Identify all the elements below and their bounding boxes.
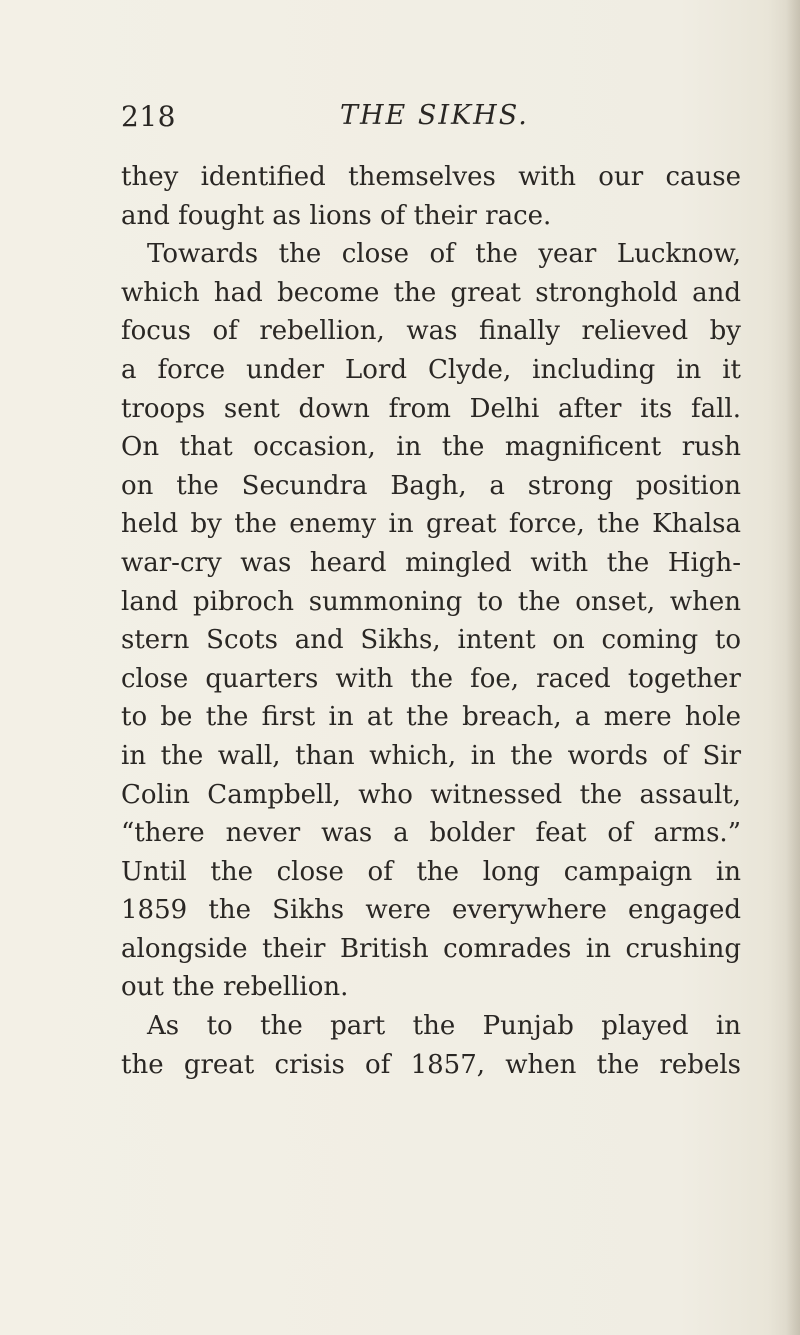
text-line: which had become the great stronghold and bbox=[121, 277, 741, 308]
text-line: they identified themselves with our cause bbox=[121, 162, 741, 192]
text-line: Colin Campbell, who witnessed the assault, bbox=[121, 779, 741, 810]
running-title: THE SIKHS. bbox=[340, 100, 529, 131]
page-edge-shadow bbox=[786, 0, 800, 1335]
text-line: stern Scots and Sikhs, intent on coming to bbox=[121, 625, 741, 656]
text-line: in the wall, than which, in the words of Sir bbox=[121, 740, 741, 771]
text-line: the great crisis of 1857, when the rebels bbox=[121, 1049, 741, 1080]
text-line: 1859 the Sikhs were everywhere engaged bbox=[121, 895, 741, 926]
text-line: troops sent down from Delhi after its fall. bbox=[121, 393, 741, 424]
text-line: held by the enemy in great force, the Khalsa bbox=[121, 509, 741, 540]
text-line: out the rebellion. bbox=[121, 972, 349, 1003]
text-line: Until the close of the long campaign in bbox=[121, 856, 741, 887]
text-line: land pibroch summoning to the onset, when bbox=[121, 586, 741, 617]
text-line: close quarters with the foe, raced together bbox=[121, 663, 741, 694]
text-line: and fought as lions of their race. bbox=[121, 200, 552, 231]
text-line: Towards the close of the year Lucknow, bbox=[147, 239, 741, 270]
page-number: 218 bbox=[121, 100, 176, 133]
text-line: to be the first in at the breach, a mere hole bbox=[121, 702, 741, 733]
text-line: alongside their British comrades in crushing bbox=[121, 933, 741, 964]
text-line: As to the part the Punjab played in bbox=[147, 1011, 741, 1042]
text-line: a force under Lord Clyde, including in it bbox=[121, 354, 741, 385]
body-text bbox=[121, 158, 741, 1084]
text-line: “there never was a bolder feat of arms.” bbox=[121, 818, 741, 849]
text-line: focus of rebellion, was finally relieved by bbox=[121, 316, 741, 347]
text-line: On that occasion, in the magnificent rush bbox=[121, 432, 741, 463]
text-line: on the Secundra Bagh, a strong position bbox=[121, 470, 741, 501]
text-line: war-cry was heard mingled with the High- bbox=[121, 547, 741, 578]
page-header bbox=[0, 100, 800, 140]
